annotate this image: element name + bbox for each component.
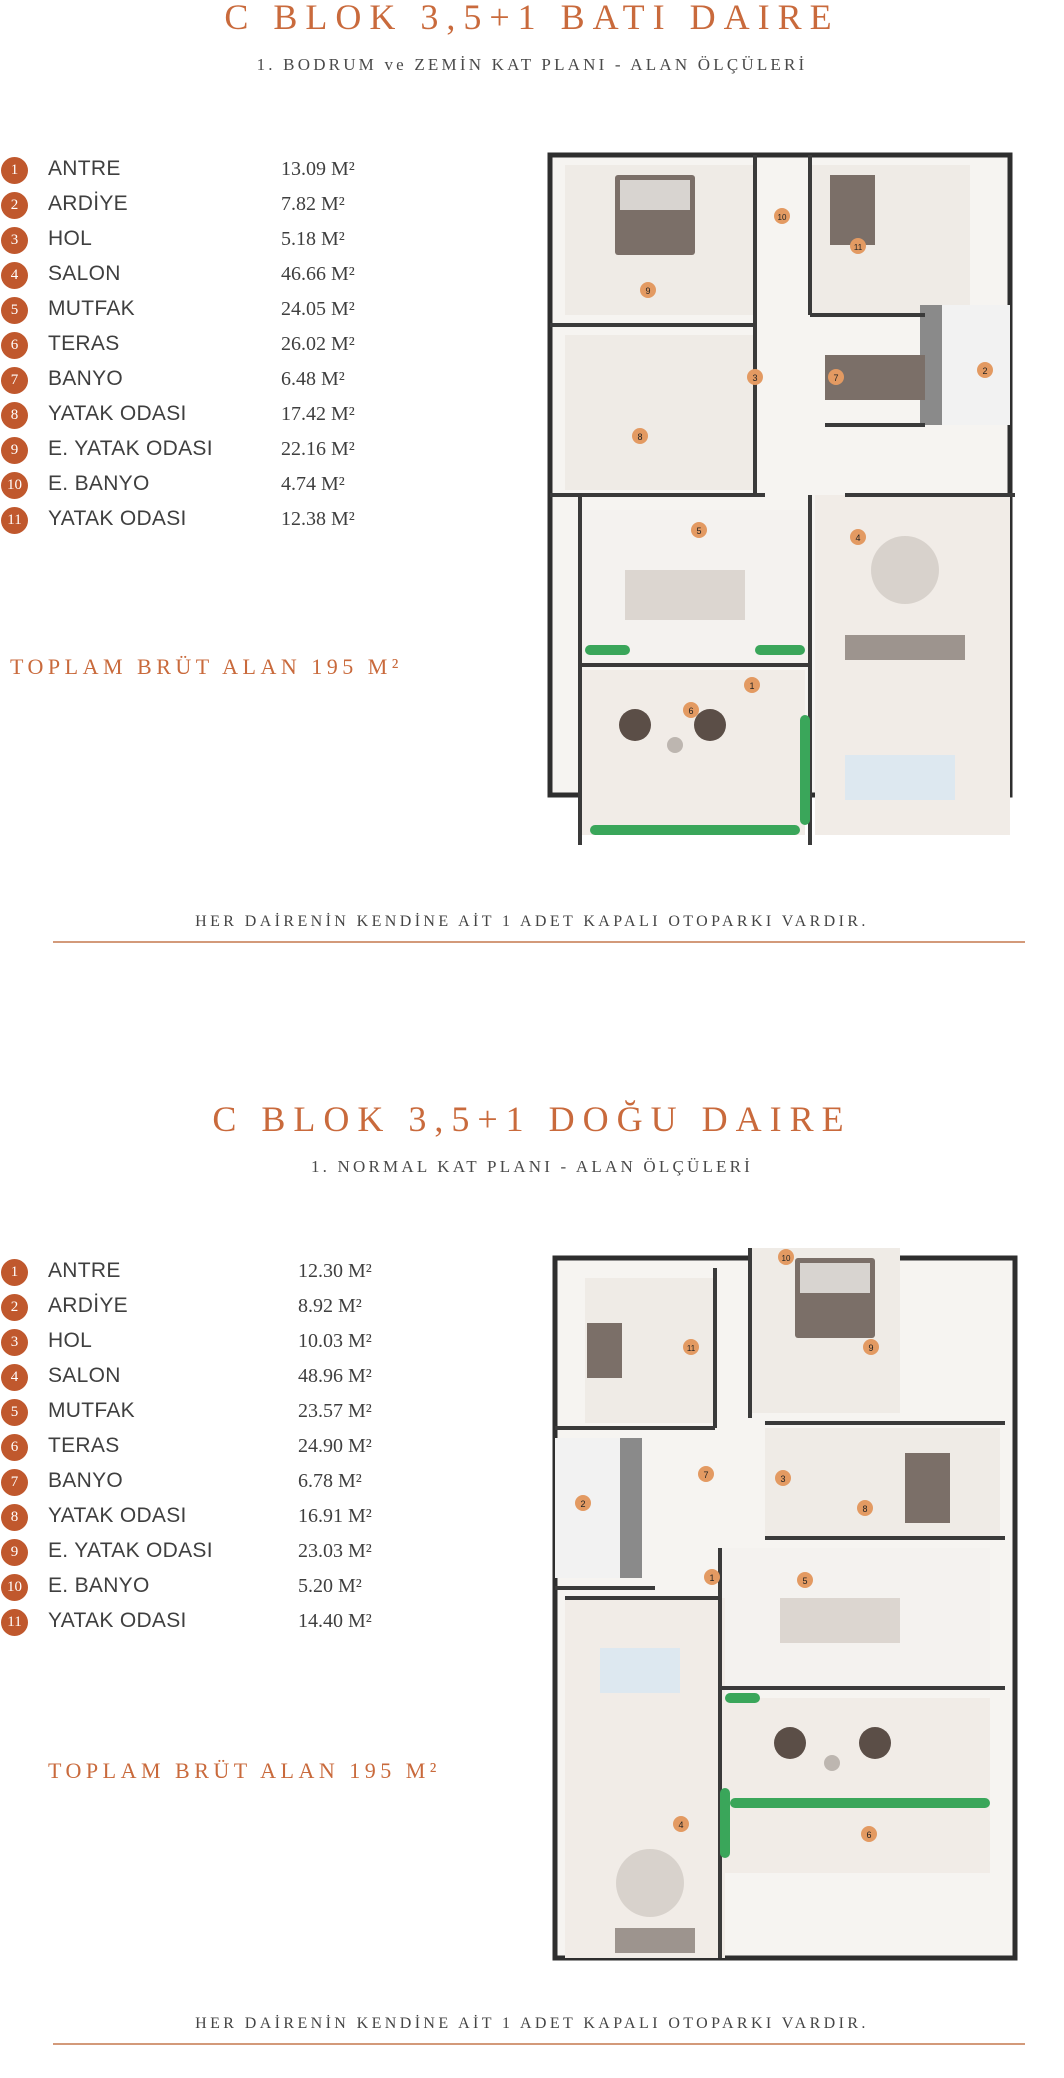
room-name: E. YATAK ODASI xyxy=(48,1539,213,1562)
plan-label: 3 xyxy=(752,373,758,383)
total-gross-area: TOPLAM BRÜT ALAN 195 M² xyxy=(10,654,403,679)
room-area: 12.30 M² xyxy=(298,1260,372,1282)
page-title: C BLOK 3,5+1 DOĞU DAIRE xyxy=(212,1099,852,1139)
room-name: HOL xyxy=(48,227,93,250)
room-area: 26.02 M² xyxy=(281,333,355,355)
room-row xyxy=(0,1572,400,1602)
room-number-badge: 4 xyxy=(1,262,28,289)
room-name: SALON xyxy=(48,262,121,285)
room-area: 4.74 M² xyxy=(281,473,345,495)
room-row xyxy=(0,1362,400,1392)
room-name: YATAK ODASI xyxy=(48,402,187,425)
room-name: BANYO xyxy=(48,1469,124,1492)
room-name: YATAK ODASI xyxy=(48,1609,187,1632)
room-name: HOL xyxy=(48,1329,93,1352)
room-row xyxy=(0,400,400,430)
room-name: ANTRE xyxy=(48,157,121,180)
room-number-badge: 10 xyxy=(1,1574,28,1601)
room-number-badge: 5 xyxy=(1,1399,28,1426)
room-area: 23.03 M² xyxy=(298,1540,372,1562)
plan-label: 11 xyxy=(853,243,863,252)
room-row xyxy=(0,295,400,325)
page-subtitle: 1. BODRUM ve ZEMİN KAT PLANI - ALAN ÖLÇÜLERİ xyxy=(256,55,808,74)
room-area: 24.90 M² xyxy=(298,1435,372,1457)
room-number-badge: 4 xyxy=(1,1364,28,1391)
east-unit-section xyxy=(0,1098,1064,2078)
room-name: ANTRE xyxy=(48,1259,121,1282)
plan-label: 2 xyxy=(580,1499,586,1509)
room-number-badge: 11 xyxy=(1,507,28,534)
room-row xyxy=(0,1327,400,1357)
room-number-badge: 7 xyxy=(1,367,28,394)
room-row xyxy=(0,155,400,185)
room-row xyxy=(0,1292,400,1322)
room-area: 7.82 M² xyxy=(281,193,345,215)
room-number-badge: 7 xyxy=(1,1469,28,1496)
plan-label: 2 xyxy=(982,366,988,376)
room-row xyxy=(0,1502,400,1532)
room-area: 24.05 M² xyxy=(281,298,355,320)
room-name: YATAK ODASI xyxy=(48,1504,187,1527)
room-row xyxy=(0,470,400,500)
room-row xyxy=(0,190,400,220)
room-number-badge: 3 xyxy=(1,1329,28,1356)
page-subtitle: 1. NORMAL KAT PLANI - ALAN ÖLÇÜLERİ xyxy=(310,1157,754,1176)
room-row xyxy=(0,1607,400,1637)
plan-label: 4 xyxy=(855,533,861,543)
divider-line xyxy=(53,2043,1025,2045)
plan-label: 8 xyxy=(637,432,643,442)
plan-label: 1 xyxy=(749,681,755,691)
room-name: ARDİYE xyxy=(48,192,128,215)
room-number-badge: 1 xyxy=(1,157,28,184)
room-number-badge: 3 xyxy=(1,227,28,254)
room-number-badge: 6 xyxy=(1,332,28,359)
plan-label: 8 xyxy=(862,1504,868,1514)
plan-label: 4 xyxy=(678,1820,684,1830)
room-number-badge: 2 xyxy=(1,192,28,219)
plan-label: 7 xyxy=(703,1470,709,1480)
divider-line xyxy=(53,941,1025,943)
room-area: 14.40 M² xyxy=(298,1610,372,1632)
room-area: 8.92 M² xyxy=(298,1295,362,1317)
room-number-badge: 9 xyxy=(1,1539,28,1566)
room-row xyxy=(0,1432,400,1462)
room-area: 23.57 M² xyxy=(298,1400,372,1422)
room-row xyxy=(0,1397,400,1427)
room-area-list xyxy=(0,155,400,535)
room-name: ARDİYE xyxy=(48,1294,128,1317)
room-name: YATAK ODASI xyxy=(48,507,187,530)
total-gross-area: TOPLAM BRÜT ALAN 195 M² xyxy=(48,1758,441,1783)
room-row xyxy=(0,225,400,255)
room-number-badge: 8 xyxy=(1,402,28,429)
floor-plan xyxy=(525,125,1025,875)
page-title: C BLOK 3,5+1 BATI DAIRE xyxy=(224,0,840,37)
room-area: 13.09 M² xyxy=(281,158,355,180)
room-number-badge: 9 xyxy=(1,437,28,464)
room-name: TERAS xyxy=(48,1434,120,1457)
room-row xyxy=(0,365,400,395)
plan-label: 10 xyxy=(781,1254,791,1263)
plan-label: 5 xyxy=(696,526,702,536)
plan-label: 9 xyxy=(645,286,651,296)
room-row xyxy=(0,1257,400,1287)
room-number-badge: 5 xyxy=(1,297,28,324)
parking-note: HER DAİRENİN KENDİNE AİT 1 ADET KAPALI OTOPARKI VARDIR. xyxy=(195,2015,869,2032)
room-row xyxy=(0,1537,400,1567)
parking-note: HER DAİRENİN KENDİNE AİT 1 ADET KAPALI OTOPARKI VARDIR. xyxy=(195,913,869,930)
room-name: BANYO xyxy=(48,367,124,390)
room-name: E. YATAK ODASI xyxy=(48,437,213,460)
room-number-badge: 6 xyxy=(1,1434,28,1461)
room-area: 16.91 M² xyxy=(298,1505,372,1527)
room-name: E. BANYO xyxy=(48,1574,150,1597)
room-area: 48.96 M² xyxy=(298,1365,372,1387)
plan-label: 9 xyxy=(868,1343,874,1353)
plan-label: 6 xyxy=(688,706,694,716)
room-area: 10.03 M² xyxy=(298,1330,372,1352)
room-area-list xyxy=(0,1257,400,1637)
room-name: MUTFAK xyxy=(48,1399,135,1422)
room-row xyxy=(0,260,400,290)
room-name: MUTFAK xyxy=(48,297,135,320)
room-area: 5.20 M² xyxy=(298,1575,362,1597)
plan-label: 11 xyxy=(686,1344,696,1353)
room-number-badge: 2 xyxy=(1,1294,28,1321)
plan-label: 10 xyxy=(777,213,787,222)
room-row xyxy=(0,435,400,465)
room-number-badge: 10 xyxy=(1,472,28,499)
plan-label: 6 xyxy=(866,1830,872,1840)
room-area: 6.48 M² xyxy=(281,368,345,390)
room-area: 46.66 M² xyxy=(281,263,355,285)
room-number-badge: 11 xyxy=(1,1609,28,1636)
west-unit-section xyxy=(0,0,1064,980)
room-area: 5.18 M² xyxy=(281,228,345,250)
plan-label: 5 xyxy=(802,1576,808,1586)
room-name: TERAS xyxy=(48,332,120,355)
room-number-badge: 1 xyxy=(1,1259,28,1286)
plan-label: 1 xyxy=(709,1573,715,1583)
plan-label: 7 xyxy=(833,373,839,383)
room-row xyxy=(0,330,400,360)
floor-plan xyxy=(535,1228,1035,1988)
room-row xyxy=(0,1467,400,1497)
room-name: SALON xyxy=(48,1364,121,1387)
room-row xyxy=(0,505,400,535)
plan-label: 3 xyxy=(780,1474,786,1484)
room-area: 12.38 M² xyxy=(281,508,355,530)
room-name: E. BANYO xyxy=(48,472,150,495)
room-number-badge: 8 xyxy=(1,1504,28,1531)
room-area: 22.16 M² xyxy=(281,438,355,460)
room-area: 6.78 M² xyxy=(298,1470,362,1492)
room-area: 17.42 M² xyxy=(281,403,355,425)
